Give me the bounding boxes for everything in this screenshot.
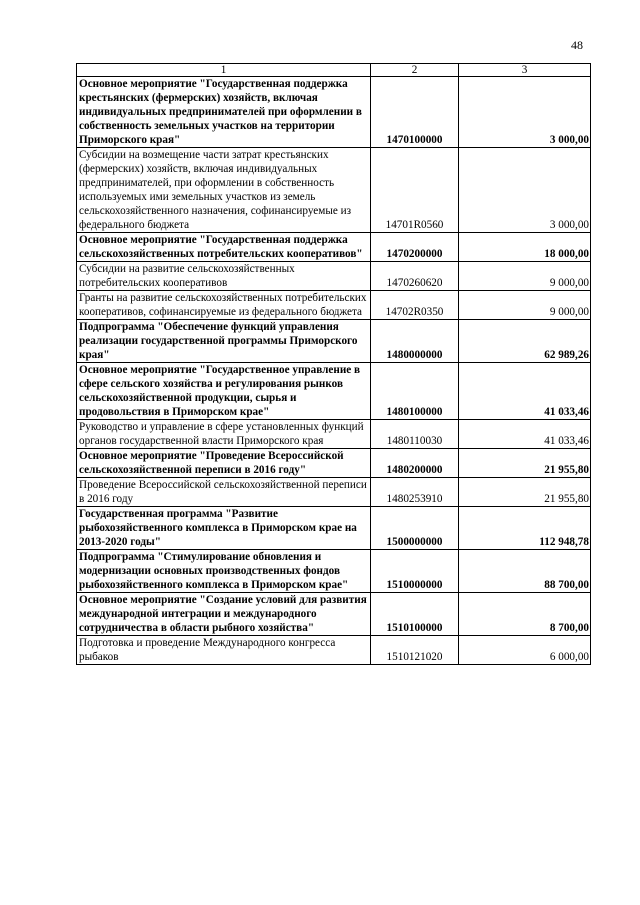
table-row <box>77 148 591 233</box>
row-name: Основное мероприятие "Проведение Всероссийской сельскохозяйственной переписи в 2016 году" <box>77 449 371 478</box>
table-row <box>77 593 591 636</box>
table-row <box>77 478 591 507</box>
row-code: 1470260620 <box>371 262 459 291</box>
row-name: Государственная программа "Развитие рыбохозяйственного комплекса в Приморском крае на 2013-2020 годы" <box>77 507 371 550</box>
row-sum: 41 033,46 <box>459 363 591 420</box>
row-code: 1480110030 <box>371 420 459 449</box>
row-name: Подготовка и проведение Международного конгресса рыбаков <box>77 636 371 665</box>
table-row <box>77 636 591 665</box>
table-row <box>77 77 591 148</box>
table-row <box>77 233 591 262</box>
table-row <box>77 262 591 291</box>
table-row <box>77 320 591 363</box>
row-name: Субсидии на возмещение части затрат крестьянских (фермерских) хозяйств, включая индивидуальных предпринимателей, при оформлении в собственность используемых ими земельных участков из земель сельскохозяйственного назначения, софинансируемые из федерального бюджета <box>77 148 371 233</box>
row-sum: 41 033,46 <box>459 420 591 449</box>
page-number: 48 <box>571 38 583 52</box>
budget-table <box>76 63 591 665</box>
row-sum: 9 000,00 <box>459 262 591 291</box>
row-name: Гранты на развитие сельскохозяйственных потребительских кооперативов, софинансируемые из федерального бюджета <box>77 291 371 320</box>
row-name: Основное мероприятие "Государственная поддержка сельскохозяйственных потребительских кооперативов" <box>77 233 371 262</box>
row-name: Руководство и управление в сфере установленных функций органов государственной власти Приморского края <box>77 420 371 449</box>
row-name: Подпрограмма "Обеспечение функций управления реализации государственной программы Приморского края" <box>77 320 371 363</box>
header-col-1: 1 <box>77 64 371 77</box>
row-sum: 62 989,26 <box>459 320 591 363</box>
header-col-2: 2 <box>371 64 459 77</box>
row-sum: 21 955,80 <box>459 449 591 478</box>
row-name: Проведение Всероссийской сельскохозяйственной переписи в 2016 году <box>77 478 371 507</box>
row-code: 1510121020 <box>371 636 459 665</box>
row-code: 1480000000 <box>371 320 459 363</box>
row-sum: 21 955,80 <box>459 478 591 507</box>
row-code: 1510000000 <box>371 550 459 593</box>
table-row <box>77 507 591 550</box>
table-row <box>77 363 591 420</box>
row-sum: 8 700,00 <box>459 593 591 636</box>
row-name: Субсидии на развитие сельскохозяйственных потребительских кооперативов <box>77 262 371 291</box>
table-row <box>77 449 591 478</box>
row-code: 1470100000 <box>371 77 459 148</box>
row-code: 1480100000 <box>371 363 459 420</box>
row-name: Подпрограмма "Стимулирование обновления и модернизации основных производственных фондов рыбохозяйственного комплекса в Приморском крае" <box>77 550 371 593</box>
table-header-row <box>77 64 591 77</box>
row-code: 1510100000 <box>371 593 459 636</box>
row-sum: 88 700,00 <box>459 550 591 593</box>
row-code: 1480253910 <box>371 478 459 507</box>
row-code: 14702R0350 <box>371 291 459 320</box>
row-name: Основное мероприятие "Государственное управление в сфере сельского хозяйства и регулирования рынков сельскохозяйственной продукции, сырья и продовольствия в Приморском крае" <box>77 363 371 420</box>
row-code: 1470200000 <box>371 233 459 262</box>
table-row <box>77 420 591 449</box>
header-col-3: 3 <box>459 64 591 77</box>
row-sum: 112 948,78 <box>459 507 591 550</box>
table-row <box>77 550 591 593</box>
row-sum: 3 000,00 <box>459 77 591 148</box>
row-sum: 9 000,00 <box>459 291 591 320</box>
row-code: 1480200000 <box>371 449 459 478</box>
row-code: 14701R0560 <box>371 148 459 233</box>
row-name: Основное мероприятие "Создание условий для развития международной интеграции и международного сотрудничества в области рыбного хозяйства" <box>77 593 371 636</box>
row-code: 1500000000 <box>371 507 459 550</box>
table-row <box>77 291 591 320</box>
row-sum: 3 000,00 <box>459 148 591 233</box>
row-sum: 6 000,00 <box>459 636 591 665</box>
row-sum: 18 000,00 <box>459 233 591 262</box>
row-name: Основное мероприятие "Государственная поддержка крестьянских (фермерских) хозяйств, включая индивидуальных предпринимателей при оформлении в собственность земельных участков на территории Приморского края" <box>77 77 371 148</box>
